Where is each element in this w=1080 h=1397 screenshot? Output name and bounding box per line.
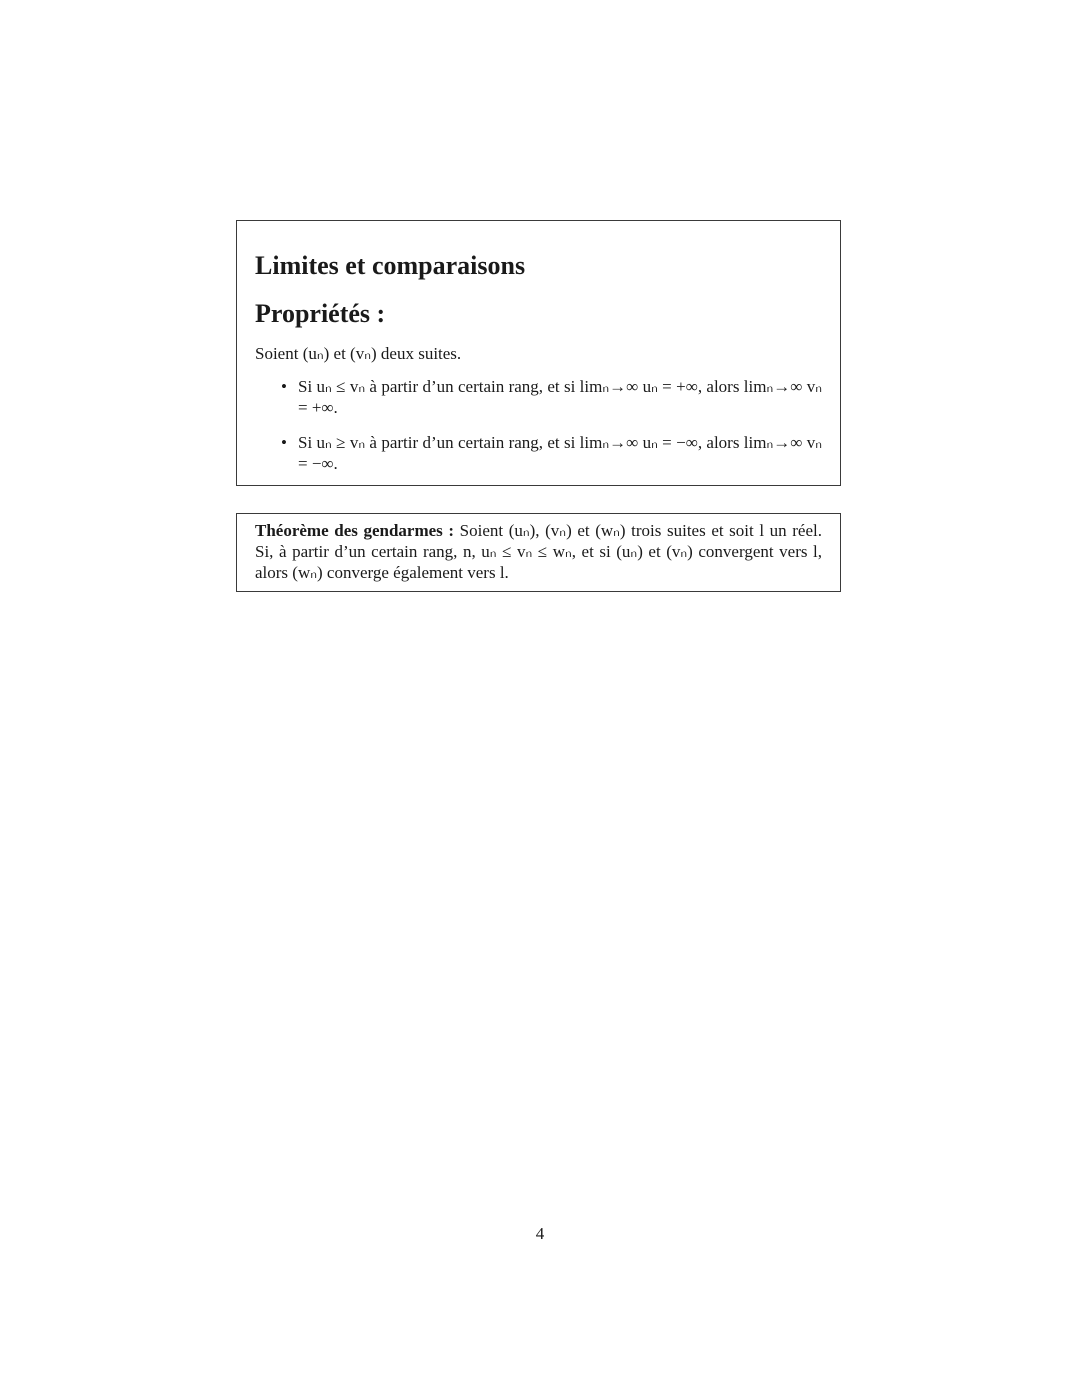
properties-box — [236, 220, 841, 486]
bullet-icon: • — [281, 377, 287, 396]
properties-heading: Propriétés : — [255, 299, 386, 328]
property-text: Si uₙ ≤ vₙ à partir d’un certain rang, et si limₙ→∞ uₙ = +∞, alors limₙ→∞ vₙ = +∞. — [298, 377, 822, 417]
theorem-text: Soient (uₙ), (vₙ) et (wₙ) trois suites et soit l un réel. Si, à partir d’un certain rang, n, uₙ ≤ vₙ ≤ wₙ, et si (uₙ) et (vₙ) convergent vers l, alors (wₙ) converge également vers l. — [255, 521, 822, 582]
theorem-label: Théorème des gendarmes : — [255, 521, 455, 540]
intro-text: Soient (uₙ) et (vₙ) deux suites. — [255, 344, 462, 363]
properties-list — [255, 376, 822, 474]
list-item — [281, 376, 822, 418]
bullet-icon: • — [281, 433, 287, 452]
property-text: Si uₙ ≥ vₙ à partir d’un certain rang, et si limₙ→∞ uₙ = −∞, alors limₙ→∞ vₙ = −∞. — [298, 433, 822, 473]
list-item — [281, 432, 822, 474]
theorem-paragraph — [255, 520, 822, 583]
section-title: Limites et comparaisons — [255, 251, 526, 280]
theorem-box — [236, 513, 841, 592]
page-number: 4 — [535, 1224, 545, 1243]
